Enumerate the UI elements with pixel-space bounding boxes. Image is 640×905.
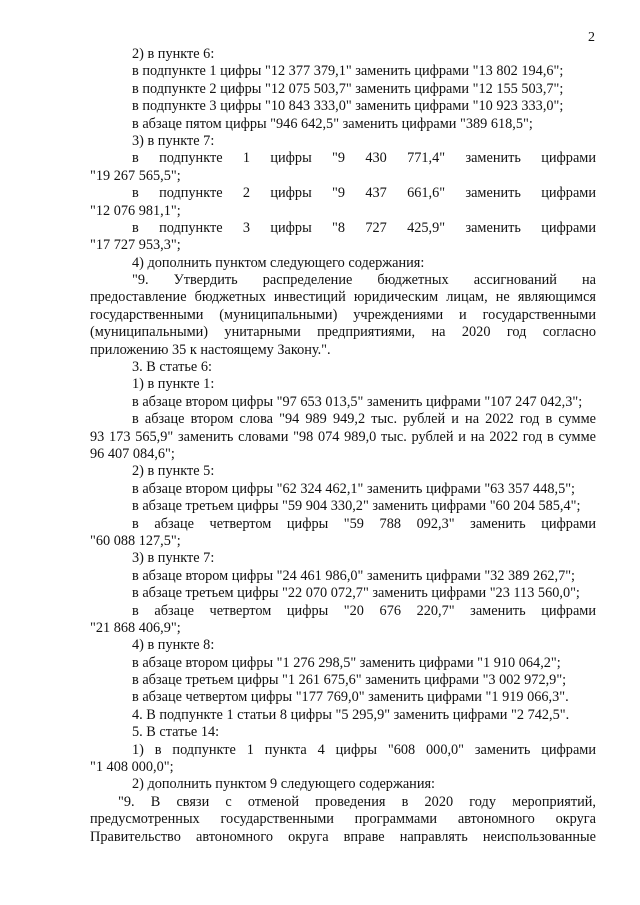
text-line: 2) в пункте 5: (132, 463, 215, 480)
text-line: "21 868 406,9"; (90, 619, 181, 636)
document-body (90, 46, 596, 846)
text-line: в абзаце четвертом цифры "177 769,0" заменить цифрами "1 919 066,3". (132, 689, 569, 706)
text-line: предусмотренных государственными программами автономного округа (90, 811, 596, 828)
text-line: "12 076 981,1"; (90, 202, 181, 219)
text-line: в абзаце втором цифры "97 653 013,5" заменить цифрами "107 247 042,3"; (132, 393, 583, 410)
text-line: 2) в пункте 6: (132, 46, 215, 62)
text-line: 96 407 084,6"; (90, 445, 175, 462)
page-number: 2 (588, 30, 595, 45)
text-line: в подпункте 2 цифры "12 075 503,7" заменить цифрами "12 155 503,7"; (132, 80, 564, 97)
text-line: в подпункте 2 цифры "9 437 661,6" заменить цифрами (132, 185, 596, 202)
text-line: (муниципальными) унитарными предприятиями, на 2020 год согласно (90, 324, 596, 341)
text-line: 3) в пункте 7: (132, 550, 215, 567)
text-line: в подпункте 3 цифры "8 727 425,9" заменить цифрами (132, 219, 596, 236)
text-line: в абзаце третьем цифры "59 904 330,2" заменить цифрами "60 204 585,4"; (132, 498, 581, 515)
text-line: в абзаце четвертом цифры "20 676 220,7" заменить цифрами (132, 602, 596, 619)
text-line: в абзаце втором цифры "24 461 986,0" заменить цифрами "32 389 262,7"; (132, 567, 576, 584)
text-line: 3. В статье 6: (132, 359, 212, 376)
text-line: в подпункте 3 цифры "10 843 333,0" заменить цифрами "10 923 333,0"; (132, 98, 564, 115)
text-line: "1 408 000,0"; (90, 759, 174, 776)
text-line: в абзаце третьем цифры "22 070 072,7" заменить цифрами "23 113 560,0"; (132, 585, 580, 602)
text-line: в абзаце четвертом цифры "59 788 092,3" заменить цифрами (132, 515, 596, 532)
text-line: в абзаце втором цифры "62 324 462,1" заменить цифрами "63 357 448,5"; (132, 480, 576, 497)
text-line: в подпункте 1 цифры "12 377 379,1" заменить цифрами "13 802 194,6"; (132, 63, 564, 80)
text-line: "60 088 127,5"; (90, 532, 181, 549)
text-line: 4) в пункте 8: (132, 637, 215, 654)
text-line: в подпункте 1 цифры "9 430 771,4" заменить цифрами (132, 150, 596, 167)
text-line: "9. В связи с отменой проведения в 2020 году мероприятий, (118, 793, 596, 810)
text-line: в абзаце втором цифры "1 276 298,5" заменить цифрами "1 910 064,2"; (132, 654, 561, 671)
text-line: 4. В подпункте 1 статьи 8 цифры "5 295,9" заменить цифрами "2 742,5". (132, 706, 570, 723)
text-line: Правительство автономного округа вправе направлять неиспользованные (90, 828, 596, 845)
text-line: "19 267 565,5"; (90, 167, 181, 184)
text-line: 5. В статье 14: (132, 724, 220, 741)
text-line: 1) в пункте 1: (132, 376, 215, 393)
text-line: предоставление бюджетных инвестиций юридическим лицам, не являющимся (90, 289, 596, 306)
text-line: 2) дополнить пунктом 9 следующего содержания: (132, 776, 436, 793)
text-line: 93 173 565,9" заменить словами "98 074 989,0 тыс. рублей и на 2022 год в сумме (90, 428, 596, 445)
text-line: 1) в подпункте 1 пункта 4 цифры "608 000,0" заменить цифрами (132, 741, 596, 758)
text-line: в абзаце втором слова "94 989 949,2 тыс. рублей и на 2022 год в сумме (132, 411, 596, 428)
text-line: приложению 35 к настоящему Закону.". (90, 341, 331, 358)
text-line: в абзаце третьем цифры "1 261 675,6" заменить цифрами "3 002 972,9"; (132, 672, 567, 689)
text-line: "17 727 953,3"; (90, 237, 181, 254)
text-line: в абзаце пятом цифры "946 642,5" заменить цифрами "389 618,5"; (132, 115, 533, 132)
text-line: государственными (муниципальными) учреждениями и государственными (90, 306, 596, 323)
text-line: 3) в пункте 7: (132, 132, 215, 149)
text-line: 4) дополнить пунктом следующего содержания: (132, 254, 425, 271)
text-line: "9. Утвердить распределение бюджетных ассигнований на (132, 272, 596, 289)
